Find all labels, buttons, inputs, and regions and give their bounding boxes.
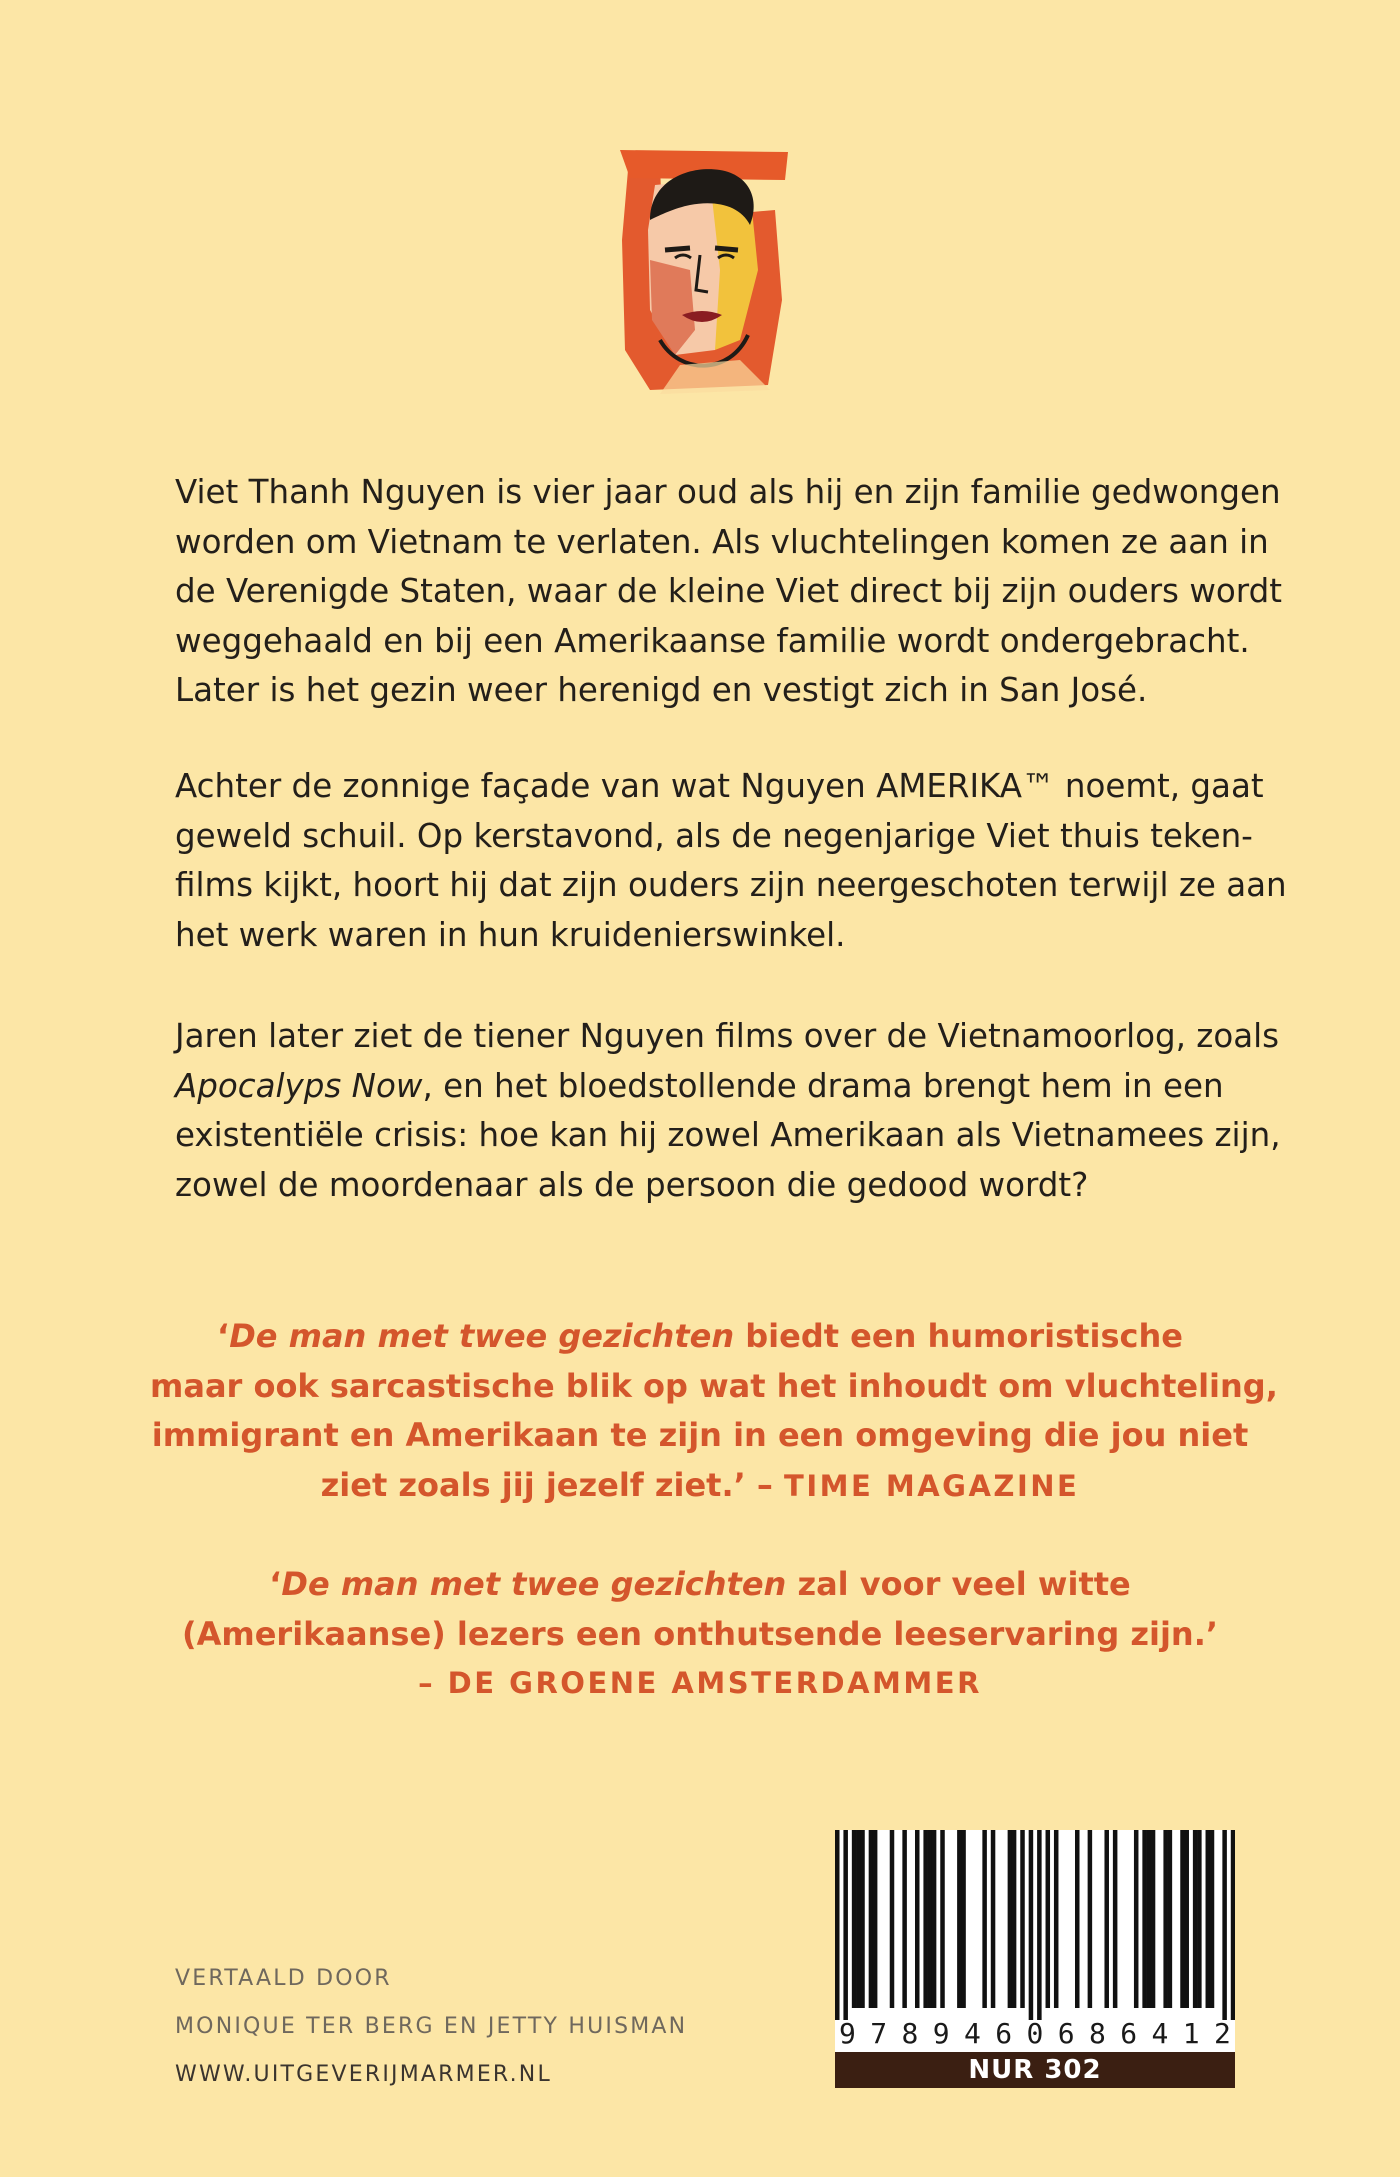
barcode-bar — [1020, 1830, 1025, 2008]
barcode-bar — [1088, 1830, 1093, 2008]
barcode-bar — [957, 1830, 962, 2008]
barcode-bar — [1206, 1830, 1211, 2008]
barcode-bar — [1210, 1830, 1215, 2008]
blurb-line: geweld schuil. Op kerstavond, als de negenjarige Viet thuis teken- — [175, 816, 1253, 855]
isbn-digit: 4 — [964, 2017, 981, 2050]
review-quote-time — [150, 1312, 1278, 1511]
isbn-digit: 6 — [1120, 2017, 1138, 2050]
nur-code: NUR 302 — [835, 2052, 1235, 2088]
barcode-bar — [1180, 1830, 1185, 2008]
blurb-line — [175, 1062, 1240, 1112]
quote-line: (Amerikaanse) lezers een onthutsende leeservaring zijn.’ — [181, 1614, 1219, 1653]
quote-line — [150, 1560, 1250, 1610]
barcode-bar — [991, 1830, 996, 2008]
blurb-paragraph-2 — [175, 762, 1287, 960]
blurb-line: weggehaald en bij een Amerikaanse familie wordt ondergebracht. — [175, 621, 1250, 660]
barcode-bar — [843, 1830, 848, 2020]
barcode-bar — [928, 1830, 933, 2008]
blurb-line: Later is het gezin weer herenigd en vestigt zich in San José. — [175, 671, 1148, 709]
barcode-bar — [940, 1830, 945, 2008]
review-quote-groene — [150, 1560, 1250, 1709]
barcode-bar — [1046, 1830, 1051, 2008]
quote-line-rest: biedt een humoristische — [734, 1317, 1183, 1355]
open-quote: ‘ — [217, 1317, 230, 1355]
isbn-digit: 2 — [1214, 2017, 1231, 2050]
quote-source: TIME MAGAZINE — [784, 1468, 1080, 1503]
barcode-bar — [923, 1830, 928, 2008]
blurb-line: zowel de moordenaar als de persoon die gedood wordt? — [175, 1165, 1089, 1204]
author-portrait-illustration — [620, 150, 790, 395]
isbn-digit: 0 — [1026, 2017, 1044, 2050]
barcode-bar — [915, 1830, 920, 2008]
open-quote: ‘ — [269, 1565, 282, 1603]
barcode-bar — [1184, 1830, 1189, 2008]
book-title: De man met twee gezichten — [281, 1565, 787, 1603]
barcode-bar — [860, 1830, 865, 2008]
quote-line — [150, 1461, 1250, 1512]
barcode-bar — [961, 1830, 966, 2008]
barcode-bar — [835, 1830, 840, 2020]
quote-line-rest: zal voor veel witte — [786, 1565, 1131, 1603]
blurb-paragraph-3 — [175, 1012, 1281, 1210]
blurb-line: Achter de zonnige façade van wat Nguyen AMERIKA™ noemt, gaat — [175, 767, 1264, 805]
barcode-bar — [1197, 1830, 1202, 2008]
publisher-website-link[interactable]: WWW.UITGEVERIJMARMER.NL — [175, 2062, 552, 2087]
barcode-bar — [1147, 1830, 1152, 2008]
barcode-bar — [1012, 1830, 1017, 2008]
blurb-paragraph-1 — [175, 468, 1282, 716]
barcode-bar — [1222, 1830, 1227, 2020]
barcode-bar — [1037, 1830, 1042, 2020]
isbn-digit: 8 — [1089, 2017, 1106, 2050]
barcode-bar — [1134, 1830, 1139, 2008]
barcode-bar — [869, 1830, 874, 2008]
barcode-bar — [1231, 1830, 1235, 2020]
blurb-line: Viet Thanh Nguyen is vier jaar oud als hij en zijn familie gedwongen — [175, 473, 1281, 511]
barcode-bar — [902, 1830, 907, 2008]
film-title: Apocalyps Now — [175, 1066, 423, 1105]
quote-source: – DE GROENE AMSTERDAMMER — [418, 1666, 982, 1700]
blurb-line: existentiële crisis: hoe kan hij zowel Amerikaan als Vietnamees zijn, — [175, 1116, 1281, 1154]
barcode-bar — [1168, 1830, 1173, 2008]
barcode-bar — [1193, 1830, 1198, 2008]
isbn-digit: 6 — [1057, 2017, 1075, 2050]
blurb-line: het werk waren in hun kruidenierswinkel. — [175, 915, 846, 954]
blurb-line: Jaren later ziet de tiener Nguyen films over de Vietnamoorlog, zoals — [175, 1017, 1280, 1055]
isbn-digit: 7 — [870, 2017, 888, 2050]
barcode-bar — [1142, 1830, 1147, 2008]
translators: MONIQUE TER BERG EN JETTY HUISMAN — [175, 2014, 688, 2039]
blurb-line: de Verenigde Staten, waar de kleine Viet direct bij zijn ouders wordt — [175, 572, 1282, 610]
barcode-bar — [1151, 1830, 1156, 2008]
blurb-line-rest: , en het bloedstollende drama brengt hem in een — [422, 1066, 1224, 1105]
isbn-barcode — [835, 1830, 1235, 2088]
barcode-bar — [856, 1830, 861, 2008]
barcode-bar — [890, 1830, 895, 2008]
barcode-bar — [1104, 1830, 1109, 2008]
credits — [175, 1955, 687, 2099]
barcode-bar — [1008, 1830, 1013, 2008]
blurb-line: films kijkt, hoort hij dat zijn ouders zijn neergeschoten terwijl ze aan — [175, 866, 1287, 904]
quote-line-text: ziet zoals jij jezelf ziet.’ – — [320, 1465, 785, 1504]
quote-line: maar ook sarcastische blik op wat het inhoudt om vluchteling, — [150, 1366, 1278, 1405]
isbn-digit: 6 — [995, 2017, 1013, 2050]
blurb-line: worden om Vietnam te verlaten. Als vluchtelingen komen ze aan in — [175, 522, 1269, 561]
barcode-bar — [1054, 1830, 1059, 2008]
isbn-digit: 9 — [932, 2017, 950, 2050]
barcode-bars — [835, 1830, 1235, 2020]
quote-line — [150, 1312, 1250, 1362]
book-title: De man met twee gezichten — [229, 1317, 735, 1355]
barcode-bar — [932, 1830, 937, 2008]
barcode-bar — [1113, 1830, 1118, 2008]
barcode-bar — [1075, 1830, 1080, 2008]
barcode-bar — [982, 1830, 987, 2008]
isbn-digit: 1 — [1182, 2017, 1200, 2050]
quote-line: immigrant en Amerikaan te zijn in een omgeving die jou niet — [151, 1416, 1249, 1454]
barcode-bar — [1163, 1830, 1168, 2008]
isbn-digit: 4 — [1151, 2017, 1169, 2050]
barcode-bar — [1029, 1830, 1034, 2020]
isbn-number — [835, 2017, 1235, 2049]
isbn-digit: 8 — [901, 2017, 919, 2050]
isbn-digit: 9 — [839, 2017, 856, 2050]
translated-by-label: VERTAALD DOOR — [175, 1966, 392, 1991]
barcode-bar — [873, 1830, 878, 2008]
barcode-bar — [852, 1830, 857, 2008]
